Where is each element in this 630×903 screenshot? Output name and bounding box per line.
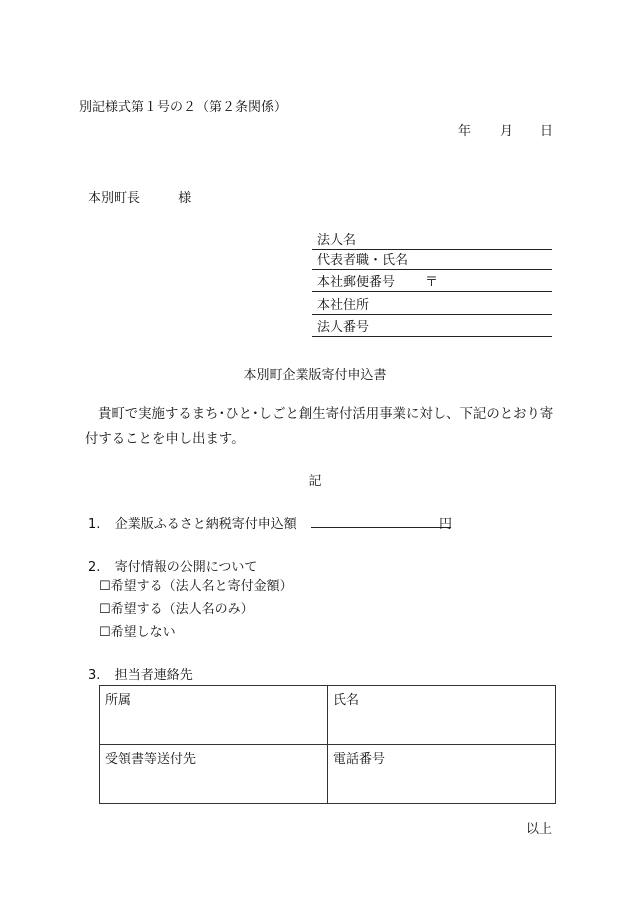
section1-number: 1. xyxy=(88,517,101,532)
checkbox-icon[interactable]: ☐ xyxy=(99,625,111,640)
section2-heading xyxy=(88,556,257,575)
section1-label: 企業版ふるさと納税寄付申込額 xyxy=(114,517,297,532)
disclosure-option-3[interactable]: ☐希望しない xyxy=(99,625,176,640)
disclosure-option-1[interactable]: ☐希望する（法人名と寄付金額） xyxy=(99,579,293,594)
table-row xyxy=(100,686,556,745)
section3-label: 担当者連絡先 xyxy=(114,668,193,683)
section1-heading xyxy=(88,513,297,532)
field-corporate-name[interactable]: 法人名 xyxy=(312,230,552,250)
postal-mark: 〒 xyxy=(425,275,439,290)
table-row xyxy=(100,745,556,804)
addressee xyxy=(88,187,191,206)
field-corporate-number[interactable]: 法人番号 xyxy=(312,317,552,337)
document-title: 本別町企業版寄付申込書 xyxy=(243,368,387,383)
addressee-name: 本別町長 xyxy=(88,191,141,206)
field-postal-code[interactable]: 本社郵便番号 〒 xyxy=(312,272,552,292)
form-identifier: 別記様式第１号の２（第２条関係） xyxy=(79,100,288,115)
section2-label: 寄付情報の公開について xyxy=(114,560,258,575)
section2-number: 2. xyxy=(88,560,101,575)
section3-number: 3. xyxy=(88,668,101,683)
date-month-label: 月 xyxy=(500,124,514,139)
checkbox-icon[interactable]: ☐ xyxy=(99,579,111,594)
field-head-office-address[interactable]: 本社住所 xyxy=(312,295,552,315)
cell-contact-name[interactable]: 氏名 xyxy=(328,686,556,745)
cell-receipt-address[interactable]: 受領書等送付先 xyxy=(100,745,328,804)
document-end-mark: 以上 xyxy=(526,822,553,837)
cell-phone-number[interactable]: 電話番号 xyxy=(328,745,556,804)
cell-affiliation[interactable]: 所属 xyxy=(100,686,328,745)
date-year-label: 年 xyxy=(458,124,472,139)
checkbox-icon[interactable]: ☐ xyxy=(99,602,111,617)
section3-heading xyxy=(88,664,193,683)
body-text: 貴町で実施するまち･ひと･しごと創生寄付活用事業に対し、下記のとおり寄付することを申し出ます。 xyxy=(85,407,554,447)
disclosure-option-2[interactable]: ☐希望する（法人名のみ） xyxy=(99,602,254,617)
field-representative[interactable]: 代表者職・氏名 xyxy=(312,250,552,270)
yen-unit: 円 xyxy=(439,517,453,532)
addressee-honorific: 様 xyxy=(178,191,192,206)
ki-heading: 記 xyxy=(308,474,322,489)
date-day-label: 日 xyxy=(540,124,554,139)
amount-input[interactable] xyxy=(311,512,451,528)
contact-table xyxy=(99,685,556,804)
